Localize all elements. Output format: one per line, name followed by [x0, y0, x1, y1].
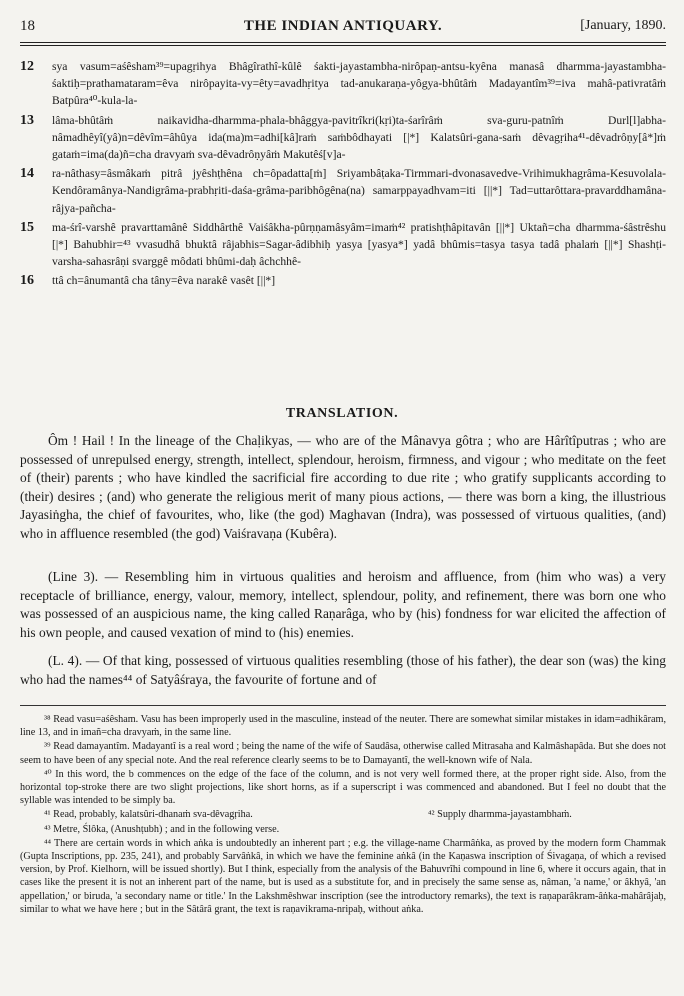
header-rule: [20, 42, 666, 46]
footnote: ⁴¹ Read, probably, kalatsûri-dhanaṁ sva-dêvagṛiha.: [44, 809, 253, 821]
page-number: 18: [20, 18, 35, 34]
line-text: lâma-bhûtâṁ naikavidha-dharmma-phala-bhâggya-pavitrîkri(kṛi)ta-śarîrâṁ sva-guru-patnîṁ Durl[l]abha-nâmadhêyî(yâ)n=dêvîm=âhûya ida(ma)m=adhi[kâ]raṁ saṁbôdhayati [|*] Kalatsûri-gana-saṁ dêvagṛiha⁴¹-dêvadrôṇy[â*]ṁ gataṁ=ima(da)ñ=cha dravyaṁ sva-dêvadrôṇyâṁ Makutêś[v]a-: [52, 113, 666, 162]
footnote-rule: [20, 705, 666, 706]
inscription-line: [20, 272, 666, 289]
translation-heading: TRANSLATION.: [285, 406, 399, 421]
page-header: [20, 18, 666, 40]
translation-paragraph: (L. 4). — Of that king, possessed of virtuous qualities resembling (those of his father), the dear son (was) the king who had the names⁴⁴ of Satyâśraya, the favourite of fortune and of: [20, 653, 666, 687]
inscription-line: [20, 58, 666, 110]
line-number: 15: [20, 219, 34, 235]
translation-paragraph: Ôm ! Hail ! In the lineage of the Chaḷikyas, — who are of the Mânavya gôtra ; who are Hârîtîputras ; who are possessed of unrepulsed energy, strength, intellect, splendour, heroism, firmness, and vigour ; who meditate on the feet of (their) parents ; who have kindled the sacrificial fire according to due rite ; who gratify supplicants according to (their) desires ; (and) who generate the religious merit of many pious actions, — there was born a king, the illustrious Jayasiṅgha, the chief of favourites, who, like (the god) Maghavan (Indra), was possessed of virtuous qualities, (and) who in affluence resembled (the god) Vaiśravaṇa (Kubêra).: [20, 433, 666, 541]
footnote: ³⁹ Read damayantîm. Madayantî is a real word ; being the name of the wife of Saudâsa, otherwise called Mitrasaha and Kalmâshapâda. But she does not seem to have been of any special note. And the real reference clearly seems to be to Damayantî, the well-known wife of Nala.: [20, 741, 666, 766]
footnote: ⁴² Supply dharmma-jayastambhaṁ.: [428, 809, 572, 821]
line-number: 13: [20, 112, 34, 128]
line-number: 16: [20, 273, 34, 289]
footnote: ⁴⁴ There are certain words in which aṅka is undoubtedly an inherent part ; e.g. the village-name Charmâṅka, as proved by the modern form Chammak (Gupta Inscriptions, pp. 235, 241), and probably Sarvâṅkâ, in which we have the feminine aṅkâ (in the Kaṇaswa inscription of Śivagaṇa, of which a revised version, by Prof. Kielhorn, will be issued shortly). But I think, especially from the analysis of the Bahuvrîhi compound in line 6, where it occurs again, that in cases like the present it is not an inherent part of the name, but is used as a substitute for, and in precisely the same sense as, nâman, 'a name,' or âkhyâ, 'an appellation,' or biruda, 'a secondary name or title.' In the Lakshmêshwar inscription (see the introductory remarks), the text is raṇaparâkram-âṅka-mahârâjaḥ, similar to what we have here ; but in the Sâtârâ grant, the text is raṇavikrama-nripaḥ, without aṅka.: [20, 837, 666, 915]
footnote: ³⁸ Read vasu=aśêsham. Vasu has been improperly used in the masculine, instead of the neuter. There are somewhat similar mistakes in idam=adhikâram, line 13, and in imañ=cha dravyaṁ, in the same line.: [20, 714, 666, 739]
line-text: ttâ ch=ânumantâ cha tâny=êva narakê vasêt [||*]: [52, 274, 276, 288]
line-text: sya vasum=aśêsham³⁹=upagṛihya Bhâgîrathî-kûlê śakti-jayastambha-nirôpaṇ-antsu-kyêna manasâ dharmma-jayastambha-śaktiḥ=prathamataram=êva nirôpayita-vy=êty=avadhṛitya tad-anukaraṇa-yôgya-bhûtâṁ Madayantîm³⁹=iva mahâ-pativratâṁ Batpûra⁴⁰-kula-la-: [52, 60, 666, 108]
line-text: ra-nâthasy=âsmâkaṁ pitrâ jyêshṭhêna ch=ôpadatta[ṁ] Sriyambâṭaka-Tirmmari-dvonasavedve-Vrihimukhagrâma-Kesuvolala-Kendôramânya-Nandigrâma-prabhṛiti-daśa-grâma-paribhôgêna(na) samarppayadhvam=iti [||*] Tad=uttarôttara-pravarddhamâna-râjya-pañcha-: [52, 167, 666, 215]
inscription-line: [20, 112, 666, 164]
footnote: ⁴³ Metre, Ślôka, (Anushṭubh) ; and in the following verse.: [44, 823, 280, 835]
inscription-line: [20, 219, 666, 271]
line-number: 14: [20, 166, 34, 182]
inscription-line: [20, 165, 666, 217]
journal-title: THE INDIAN ANTIQUARY.: [243, 18, 443, 34]
inscription-text: [20, 58, 666, 291]
footnotes: [20, 713, 666, 917]
translation-paragraph: (Line 3). — Resembling him in virtuous qualities and heroism and affluence, from (him who was) a very receptacle of brilliance, energy, valour, memory, intellect, splendour, polity, and refinement, there was born one who was possessed of an auspicious name, the king called Raṇarâga, who by (his) fondness for war elicited the affection of his own people, and caused vexation of mind to (his) enemies.: [20, 569, 666, 640]
footnote: ⁴⁰ In this word, the b commences on the edge of the face of the column, and is not very well formed there, at the proper right side. Also, from the horizontal top-stroke there are two slight projections, like short horns, as if a superscript i was commenced and abandoned. But I feel no doubt that the syllable was intended to be simply ba.: [20, 768, 666, 807]
line-text: ma-śrî-varshê pravarttamânê Siddhârthê Vaiśâkha-pûrṇṇamâsyâm=imaṁ⁴² pratishṭhâpitavân [||*] Uktañ=cha dharmma-śâstrêshu [|*] Bahubhir=⁴³ vvasudhâ bhuktâ râjabhis=Sagar-âdibhiḥ yasya [yasya*] yadâ bhûmis=tasya tasya tadâ phalaṁ [||*] Shashṭi-varsha-sahasrâṇi svarggê môdati bhûmi-daḥ âchchhê-: [52, 220, 666, 269]
footnote-row: [20, 808, 666, 821]
issue-date: [January, 1890.: [580, 18, 666, 33]
line-number: 12: [20, 59, 34, 74]
